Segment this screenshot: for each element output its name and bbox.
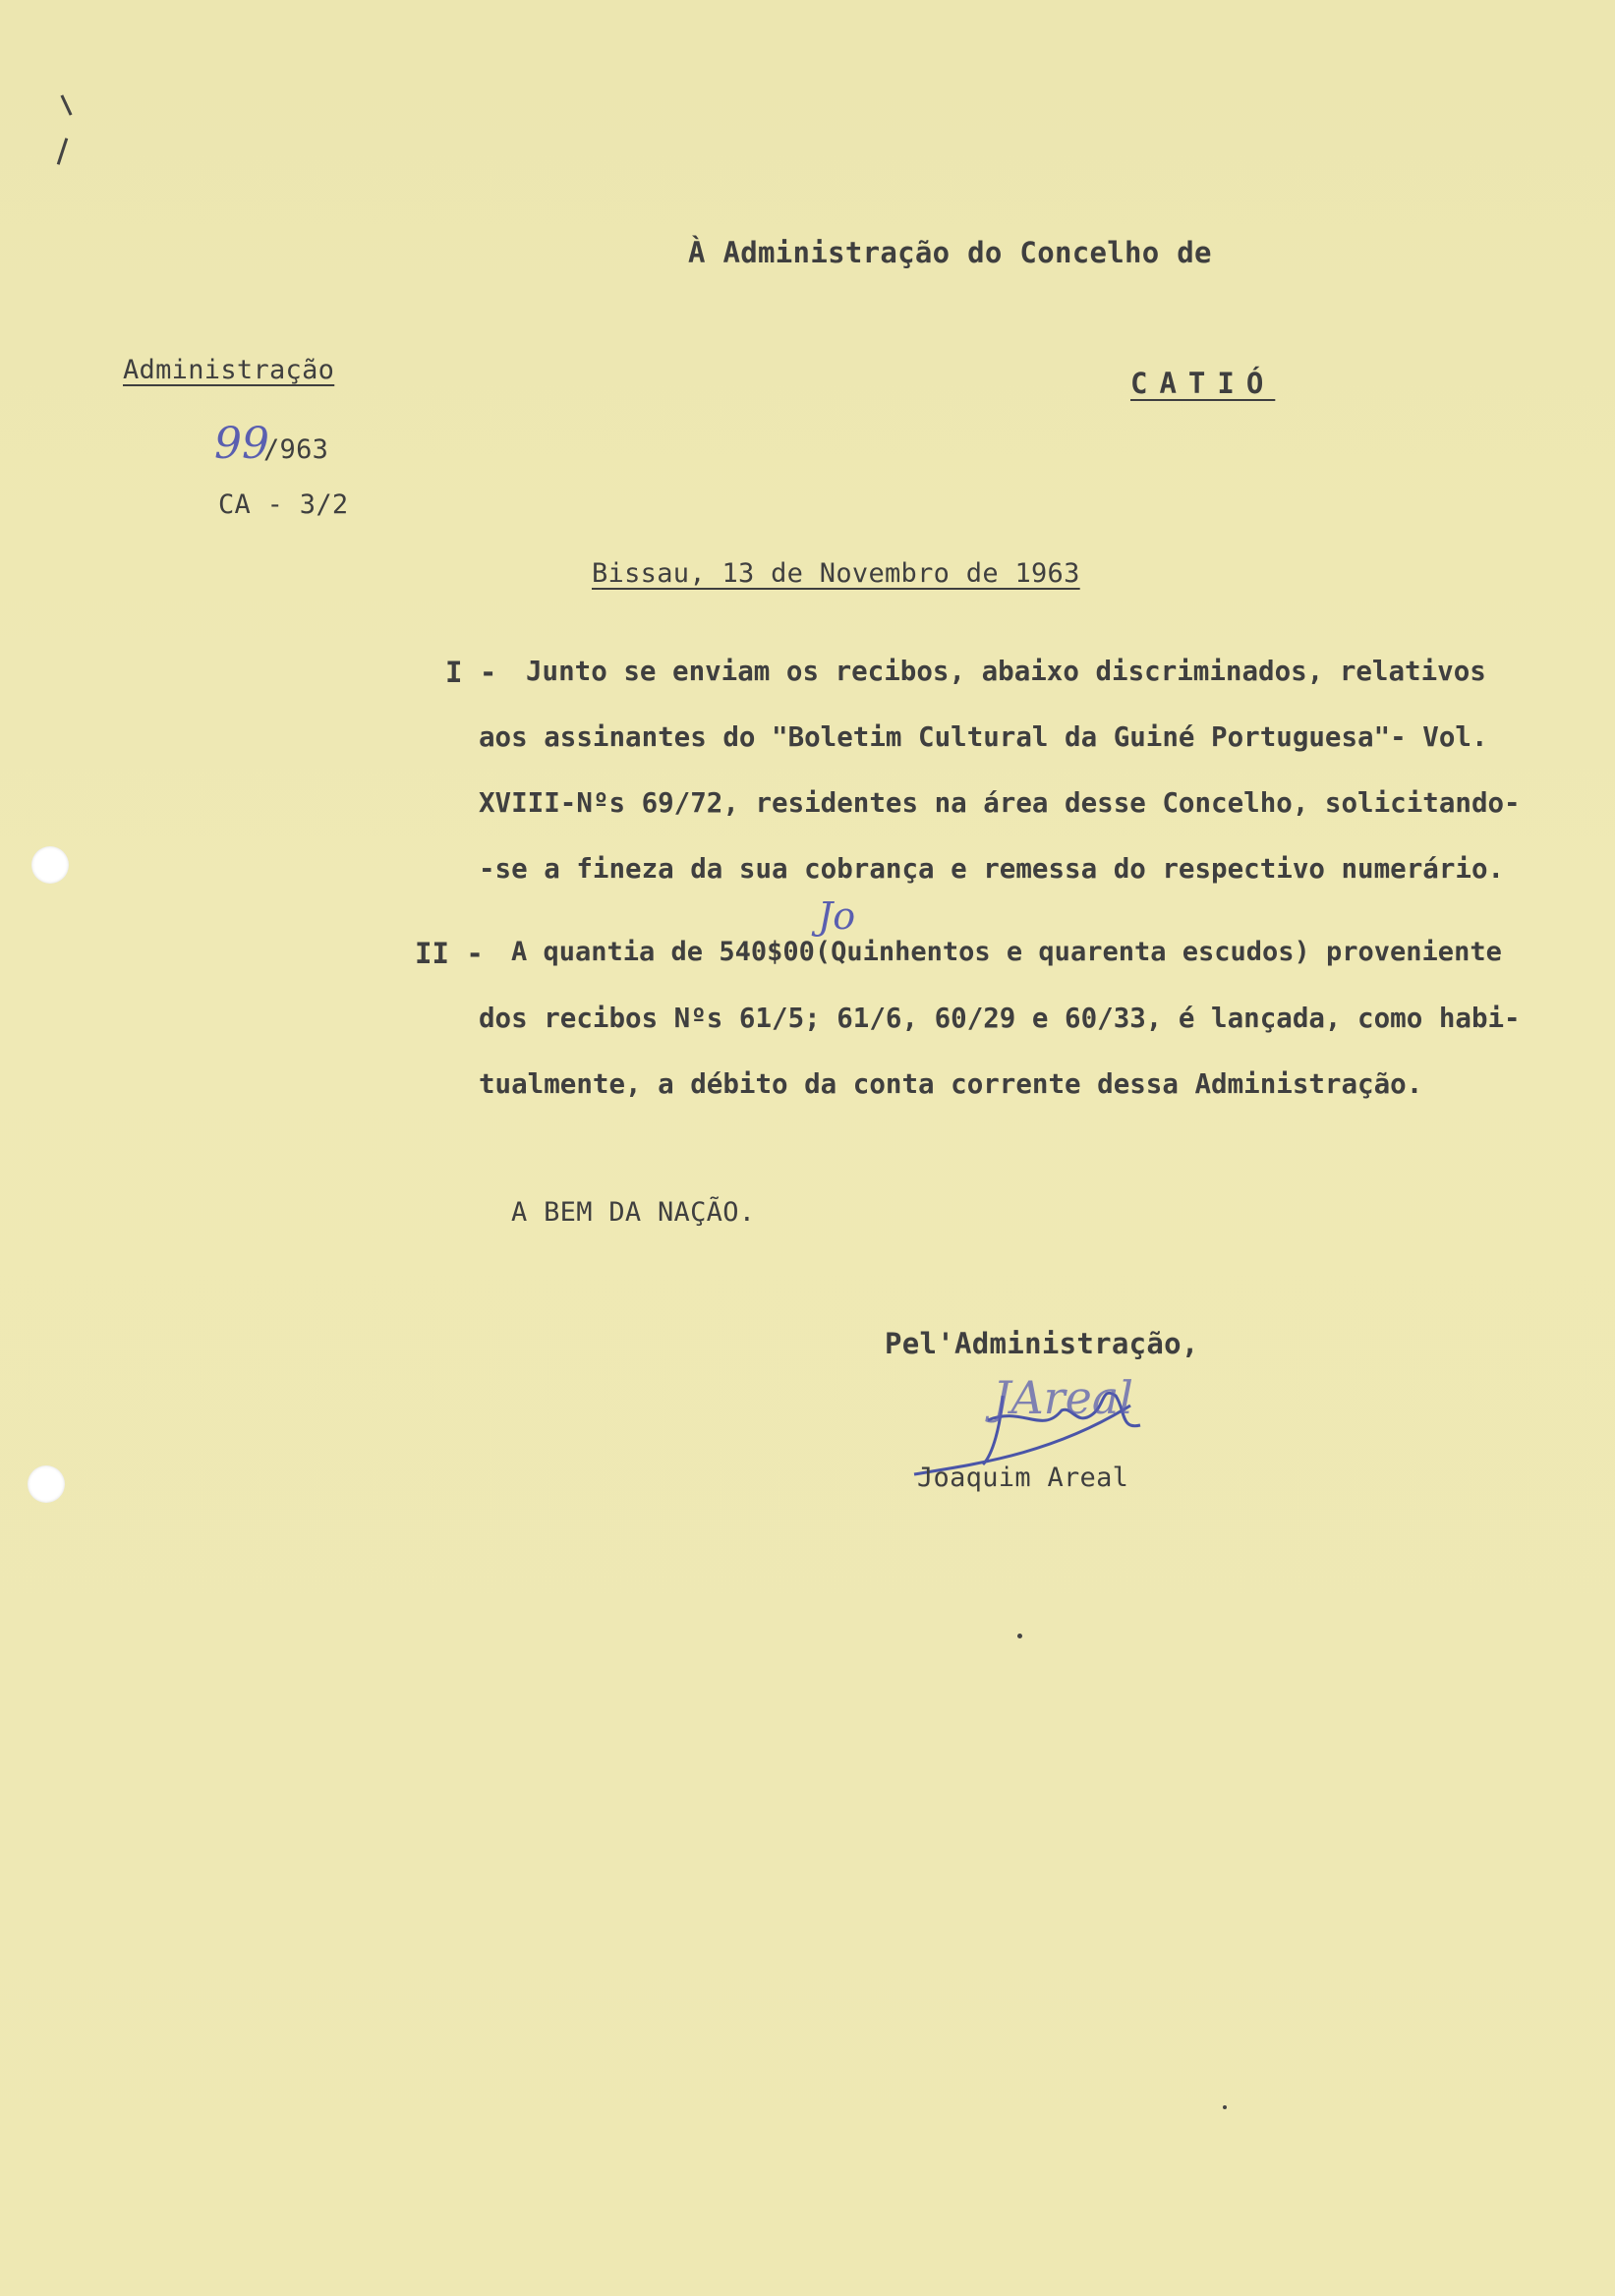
- closing-line: A BEM DA NAÇÃO.: [511, 1197, 756, 1228]
- punch-hole-bottom: [28, 1465, 65, 1503]
- recipient-line: À Administração do Concelho de: [688, 236, 1212, 269]
- para2-line-2: dos recibos Nºs 61/5; 61/6, 60/29 e 60/33, é lançada, como habi-: [479, 1003, 1521, 1034]
- para1-number: I -: [445, 656, 497, 689]
- speck-2: [1223, 2105, 1227, 2109]
- para2-line-1: A quantia de 540$00(Quinhentos e quarenta escudos) proveniente: [511, 937, 1502, 967]
- para1-line-2: aos assinantes do "Boletim Cultural da Guiné Portuguesa"- Vol.: [479, 721, 1488, 753]
- date-line: Bissau, 13 de Novembro de 1963: [592, 558, 1080, 589]
- corner-mark-top: [60, 94, 72, 115]
- ref-year: /963: [263, 434, 329, 465]
- para1-line-1: Junto se enviam os recibos, abaixo discriminados, relativos: [526, 656, 1486, 687]
- corner-mark-bottom: [57, 138, 69, 165]
- punch-hole-top: [31, 846, 69, 884]
- para2-line-3: tualmente, a débito da conta corrente dessa Administração.: [479, 1068, 1423, 1100]
- department-label: Administração: [123, 355, 335, 385]
- margin-initials-handwritten: Jo: [818, 894, 856, 938]
- para1-line-3: XVIII-Nºs 69/72, residentes na área desse Concelho, solicitando-: [479, 787, 1521, 819]
- speck-1: [1017, 1634, 1022, 1638]
- para2-number: II -: [415, 937, 484, 970]
- recipient-place: CATIÓ: [1130, 367, 1276, 400]
- ref-code: CA - 3/2: [218, 489, 349, 520]
- signature-for-line: Pel'Administração,: [885, 1327, 1199, 1360]
- para1-line-4: -se a fineza da sua cobrança e remessa do respectivo numerário.: [479, 853, 1505, 885]
- signature-name: Joaquim Areal: [917, 1463, 1129, 1493]
- signature-handwritten-text: JAreal: [993, 1371, 1134, 1424]
- ref-number-handwritten: 99: [214, 419, 269, 469]
